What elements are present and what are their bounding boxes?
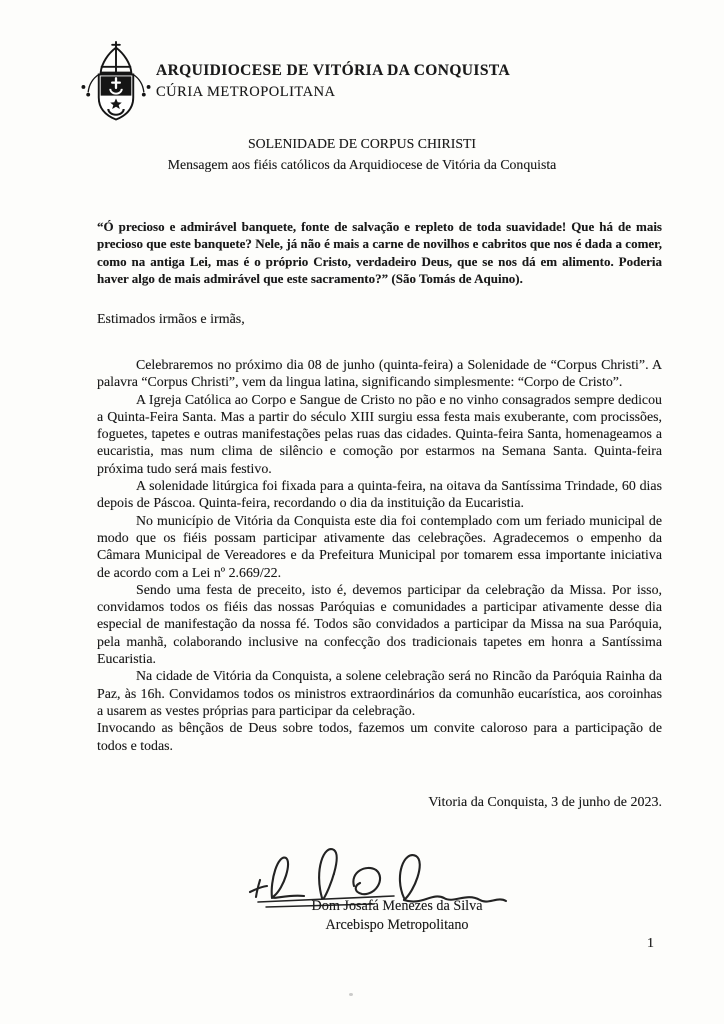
- paragraph: No município de Vitória da Conquista este dia foi contemplado com um feriado municipal de modo que os fiéis possam participar ativamente das celebrações. Agradecemos o empenho da Câmara Municipal de Vereadores e da Prefeitura Municipal por tomarem essa importante iniciativa de acordo com a Lei nº 2.669/22.: [97, 513, 662, 581]
- scripture-quote: “Ó precioso e admirável banquete, fonte de salvação e repleto de toda suavidade! Que há de mais precioso que este banquete? Nele, já não é mais a carne de novilhos e cabritos que nos é dada a comer, como na antiga Lei, mas é o próprio Cristo, verdadeiro Deus, que se nos dá em alimento. Poderia haver algo de mais admirável que este sacramento?” (São Tomás de Aquino).: [97, 219, 662, 287]
- salutation: Estimados irmãos e irmãs,: [97, 312, 245, 327]
- letterhead: [156, 62, 510, 101]
- organization-subtitle: CÚRIA METROPOLITANA: [156, 84, 336, 100]
- page-number: 1: [647, 936, 654, 951]
- signature-block: [232, 836, 562, 934]
- paragraph: A Igreja Católica ao Corpo e Sangue de Cristo no pão e no vinho consagrados sempre dedicou a Quinta-Feira Santa. Mas a partir do século XIII surgiu essa festa mais exuberante, com procissões, foguetes, tapetes e outras manifestações pelas ruas das cidades. Quinta-feira Santa, homenageamos a eucaristia, mas num clima de silêncio e comoção por estarmos na Semana Santa. Quinta-feira próxima tudo será mais festivo.: [97, 392, 662, 477]
- bishop-coat-of-arms-icon: [70, 40, 162, 132]
- signer-name: Dom Josafá Menezes da Silva: [311, 898, 483, 914]
- paragraph: Na cidade de Vitória da Conquista, a solene celebração será no Rincão da Paróquia Rainha da Paz, às 16h. Convidamos todos os ministros extraordinários da comunhão eucarística, aos coroinhas a usarem as vestes próprias para participar da celebração.: [97, 669, 662, 719]
- scan-artifact-dot: [349, 993, 353, 996]
- document-title: [0, 133, 724, 175]
- letter-body: [97, 357, 662, 755]
- paragraph: Celebraremos no próximo dia 08 de junho (quinta-feira) a Solenidade de “Corpus Christi”. A palavra “Corpus Christi”, vem da lingua latina, significando simplesmente: “Corpo de Cristo”.: [97, 358, 662, 391]
- paragraph: Sendo uma festa de preceito, isto é, devemos participar da celebração da Missa. Por isso, convidamos todos os fiéis das nossas Paróquias e comunidades a participar ativamente desse dia especial de manifestação da nossa fé. Todos são convidados a participar da Missa na sua Paróquia, pela manhã, colaborando inclusive na confecção dos tradicionais tapetes em honra a Santíssima Eucaristia.: [97, 582, 662, 668]
- dateline: Vitoria da Conquista, 3 de junho de 2023.: [428, 795, 662, 810]
- title-line: SOLENIDADE DE CORPUS CHIRISTI: [247, 136, 477, 151]
- subtitle-line: Mensagem aos fiéis católicos da Arquidiocese de Vitória da Conquista: [167, 157, 557, 172]
- paragraph: Invocando as bênçãos de Deus sobre todos, fazemos um convite caloroso para a participação de todos e todas.: [97, 721, 662, 754]
- organization-name: ARQUIDIOCESE DE VITÓRIA DA CONQUISTA: [156, 62, 511, 79]
- paragraph: A solenidade litúrgica foi fixada para a quinta-feira, na oitava da Santíssima Trindade, 60 dias depois de Páscoa. Quinta-feira, recordando o dia da instituição da Eucaristia.: [97, 479, 662, 512]
- signer-role: Arcebispo Metropolitano: [325, 917, 469, 933]
